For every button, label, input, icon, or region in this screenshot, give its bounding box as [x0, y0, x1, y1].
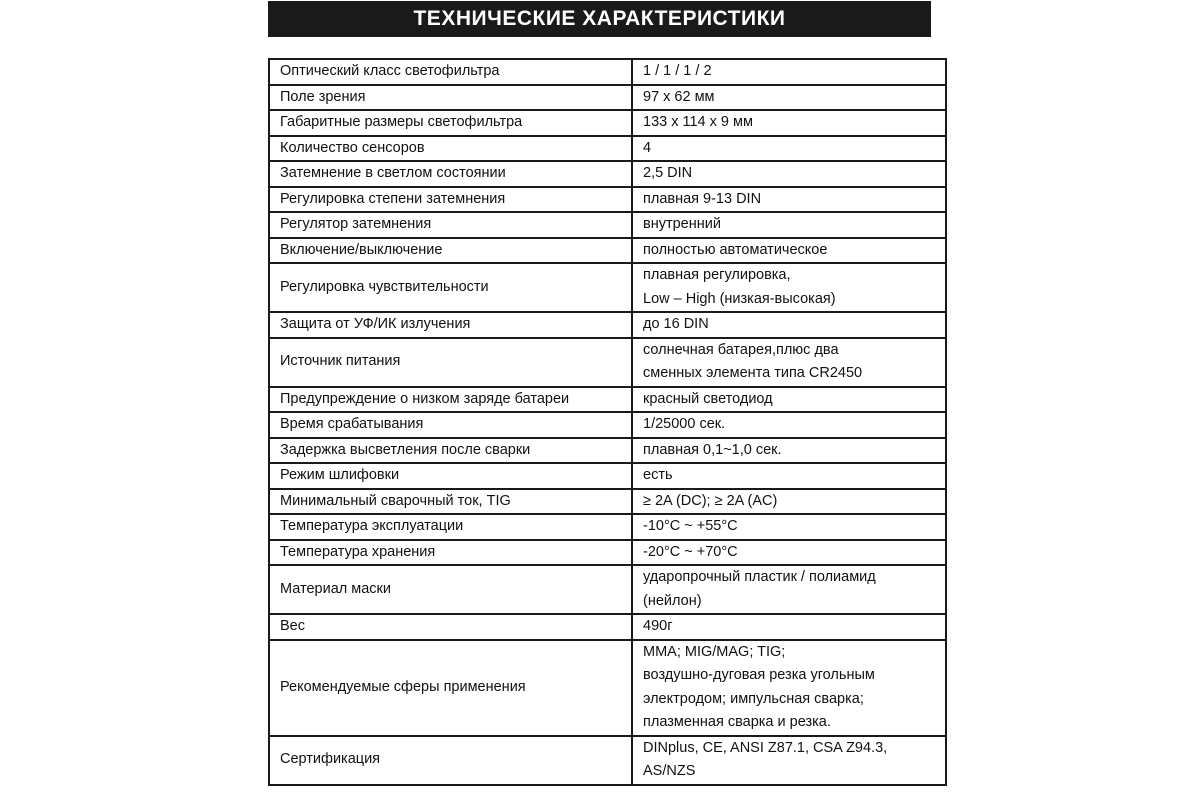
table-row — [269, 463, 946, 489]
spec-value-line: внутренний — [643, 216, 721, 232]
table-row — [269, 136, 946, 162]
spec-value-line: 1/25000 сек. — [643, 416, 726, 432]
spec-label: Габаритные размеры светофильтра — [269, 110, 632, 136]
spec-value-line: до 16 DIN — [643, 316, 709, 332]
spec-label: Регулятор затемнения — [269, 212, 632, 238]
specs-table — [268, 58, 947, 786]
spec-value — [632, 412, 946, 438]
spec-value — [632, 187, 946, 213]
spec-label: Рекомендуемые сферы применения — [269, 640, 632, 736]
table-row — [269, 263, 946, 312]
spec-label: Оптический класс светофильтра — [269, 59, 632, 85]
table-row — [269, 161, 946, 187]
spec-label: Защита от УФ/ИК излучения — [269, 312, 632, 338]
spec-value-line: 97 х 62 мм — [643, 88, 715, 105]
spec-value — [632, 59, 946, 85]
spec-value — [632, 614, 946, 640]
spec-value-line: солнечная батарея,плюс два — [643, 341, 839, 358]
table-row — [269, 736, 946, 785]
spec-value — [632, 263, 946, 312]
table-row — [269, 187, 946, 213]
spec-value-line: плавная 9-13 DIN — [643, 190, 762, 207]
spec-value — [632, 312, 946, 338]
spec-value — [632, 540, 946, 566]
spec-value-line: 490г — [643, 618, 673, 634]
spec-label: Минимальный сварочный ток, TIG — [269, 489, 632, 515]
spec-value — [632, 85, 946, 111]
spec-value-line: сменных элемента типа CR2450 — [643, 365, 863, 381]
spec-label: Регулировка чувствительности — [269, 263, 632, 312]
spec-label: Включение/выключение — [269, 238, 632, 264]
spec-value-line: DINplus, CE, ANSI Z87.1, CSA Z94.3, — [643, 739, 888, 756]
spec-label: Вес — [269, 614, 632, 640]
spec-value-line: плазменная сварка и резка. — [643, 714, 831, 730]
spec-value — [632, 514, 946, 540]
spec-value-line: AS/NZS — [643, 763, 696, 779]
spec-value-line: (нейлон) — [643, 592, 702, 609]
spec-value-line: MMA; MIG/MAG; TIG; — [643, 643, 786, 660]
spec-value — [632, 438, 946, 464]
spec-value — [632, 161, 946, 187]
table-row — [269, 212, 946, 238]
spec-value-line: 2,5 DIN — [643, 165, 693, 181]
spec-label: Температура эксплуатации — [269, 514, 632, 540]
table-row — [269, 110, 946, 136]
table-row — [269, 514, 946, 540]
spec-label: Материал маски — [269, 565, 632, 614]
spec-label: Регулировка степени затемнения — [269, 187, 632, 213]
spec-value-line: Low – High (низкая-высокая) — [643, 290, 836, 307]
table-row — [269, 338, 946, 387]
spec-label: Предупреждение о низком заряде батареи — [269, 387, 632, 413]
spec-label: Время срабатывания — [269, 412, 632, 438]
table-row — [269, 85, 946, 111]
spec-value — [632, 136, 946, 162]
table-row — [269, 438, 946, 464]
page-title: ТЕХНИЧЕСКИЕ ХАРАКТЕРИСТИКИ — [268, 1, 931, 37]
table-row — [269, 59, 946, 85]
spec-value — [632, 489, 946, 515]
spec-value-line: есть — [643, 467, 673, 483]
spec-value-line: воздушно-дуговая резка угольным — [643, 667, 875, 683]
table-row — [269, 387, 946, 413]
spec-value-line: ударопрочный пластик / полиамид — [643, 569, 876, 585]
spec-value-line: -20°C ~ +70°C — [643, 543, 738, 560]
spec-value-line: электродом; импульсная сварка; — [643, 690, 864, 707]
table-row — [269, 412, 946, 438]
spec-value — [632, 736, 946, 785]
spec-label: Количество сенсоров — [269, 136, 632, 162]
table-row — [269, 614, 946, 640]
spec-label: Температура хранения — [269, 540, 632, 566]
spec-value — [632, 338, 946, 387]
spec-value-line: красный светодиод — [643, 390, 773, 407]
spec-value — [632, 212, 946, 238]
table-row — [269, 565, 946, 614]
spec-label: Сертификация — [269, 736, 632, 785]
spec-label: Режим шлифовки — [269, 463, 632, 489]
table-row — [269, 489, 946, 515]
spec-value-line: 133 х 114 х 9 мм — [643, 114, 753, 130]
spec-value — [632, 640, 946, 736]
spec-value — [632, 238, 946, 264]
spec-label: Затемнение в светлом состоянии — [269, 161, 632, 187]
spec-value-line: плавная 0,1~1,0 сек. — [643, 441, 782, 458]
spec-value-line: -10°C ~ +55°C — [643, 518, 738, 534]
spec-value-line: полностью автоматическое — [643, 241, 828, 258]
table-row — [269, 312, 946, 338]
spec-value — [632, 387, 946, 413]
table-row — [269, 540, 946, 566]
spec-label: Поле зрения — [269, 85, 632, 111]
table-row — [269, 640, 946, 736]
spec-value-line: 1 / 1 / 1 / 2 — [643, 63, 712, 79]
spec-label: Источник питания — [269, 338, 632, 387]
spec-value-line: 4 — [643, 139, 652, 156]
spec-value — [632, 565, 946, 614]
spec-value — [632, 463, 946, 489]
table-row — [269, 238, 946, 264]
spec-value-line: ≥ 2A (DC); ≥ 2A (AC) — [643, 492, 778, 509]
spec-value — [632, 110, 946, 136]
spec-label: Задержка высветления после сварки — [269, 438, 632, 464]
spec-value-line: плавная регулировка, — [643, 267, 791, 283]
